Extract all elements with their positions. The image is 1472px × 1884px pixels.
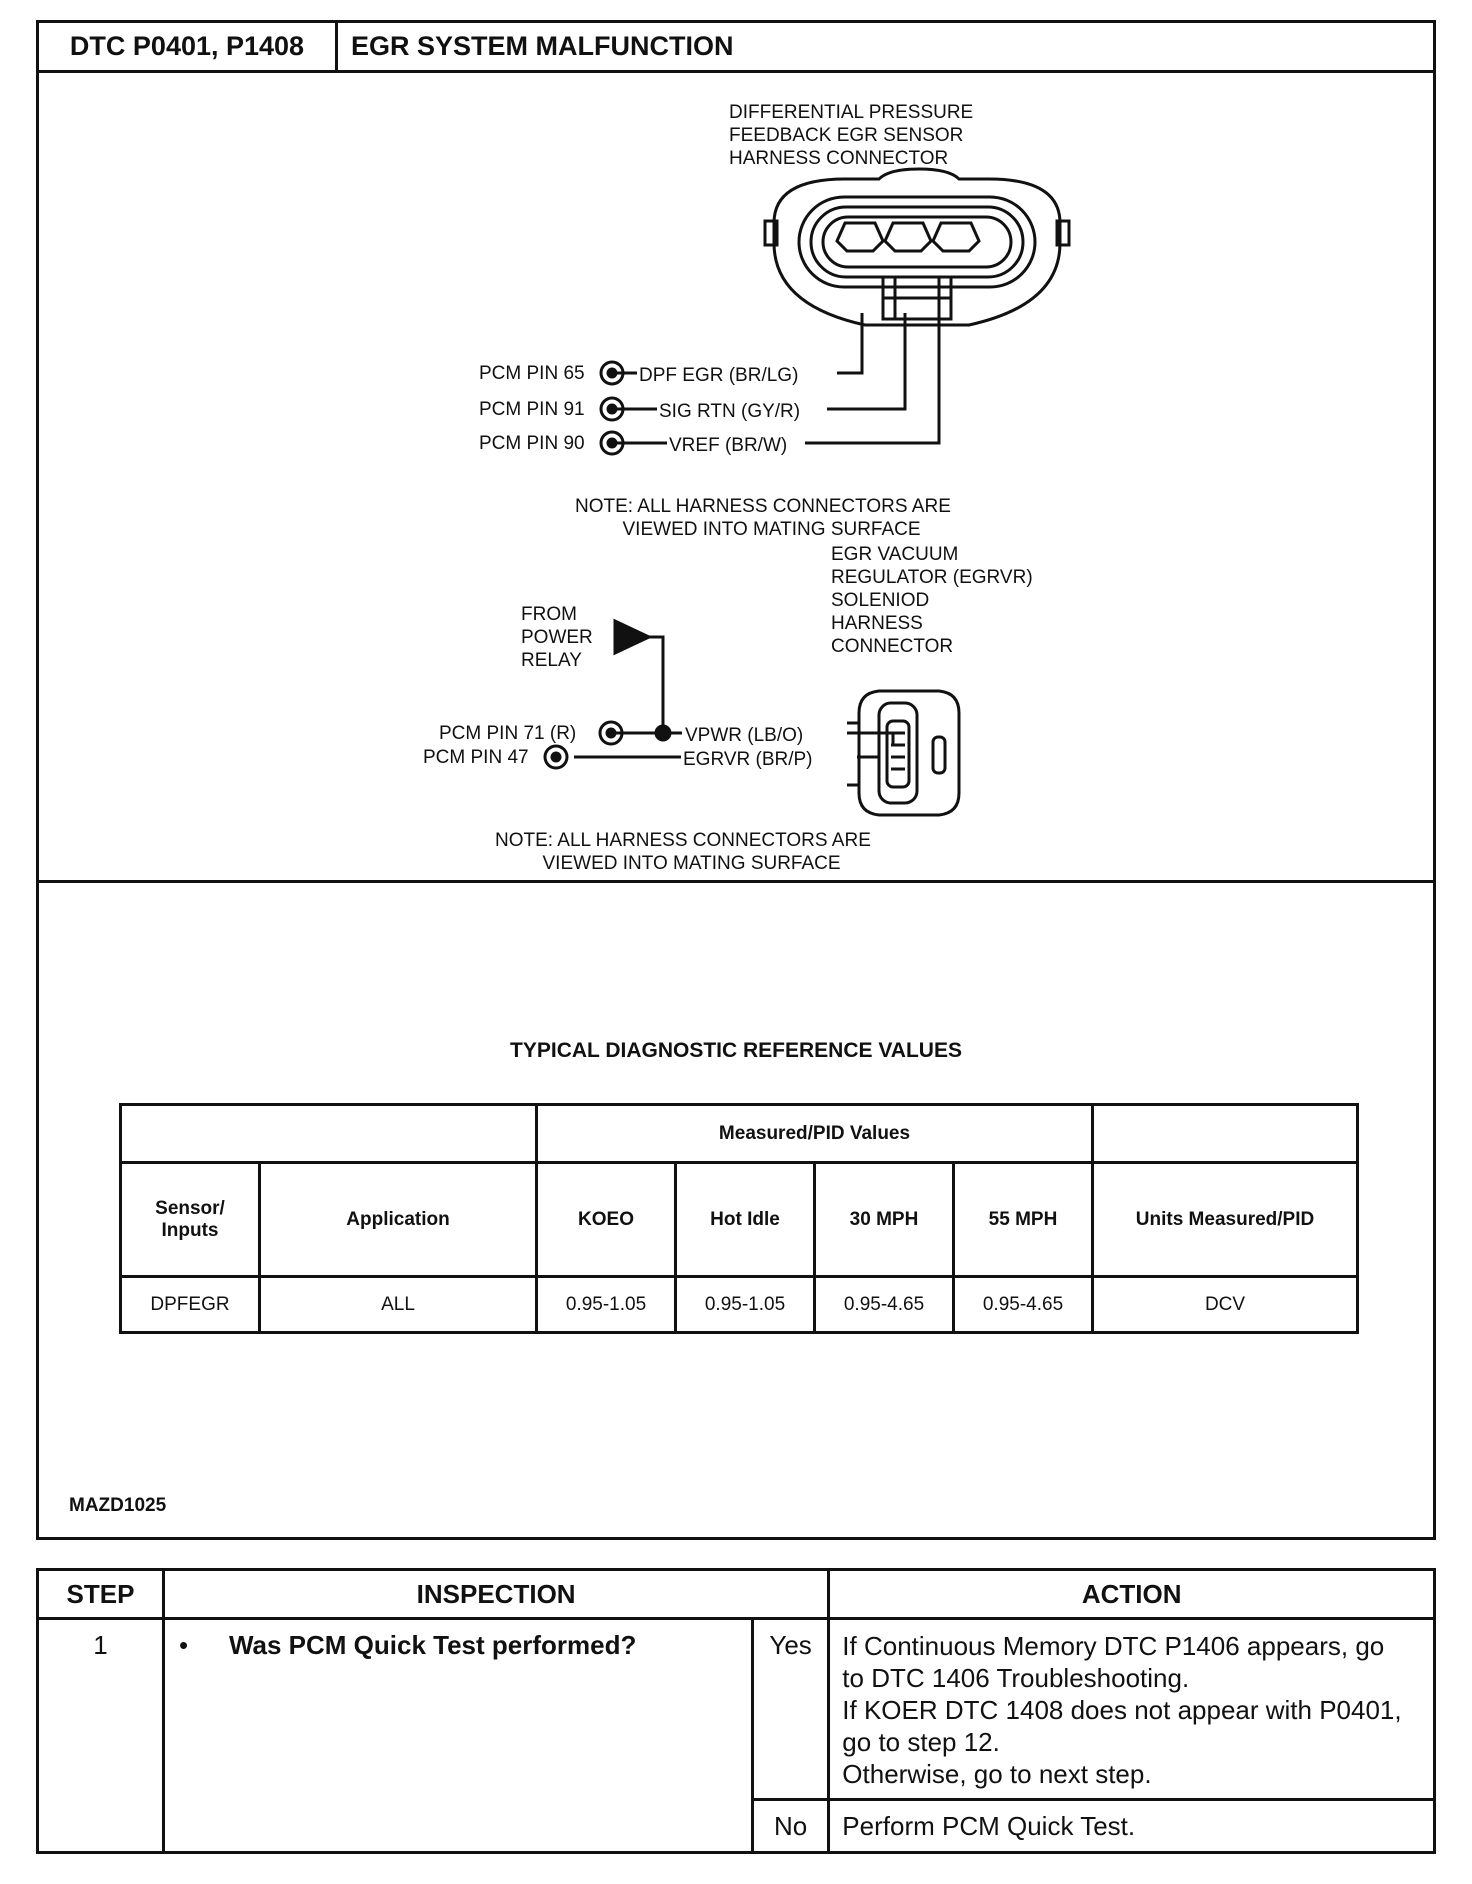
col-30-mph: 30 MPH <box>815 1163 954 1277</box>
from-power-relay-label: FROM POWER RELAY <box>521 604 593 671</box>
wiring-diagram <box>39 73 1433 883</box>
inspection-header: INSPECTION <box>163 1570 828 1619</box>
cell-application: ALL <box>260 1277 537 1333</box>
note-2: NOTE: ALL HARNESS CONNECTORS ARE VIEWED INTO MATING SURFACE <box>495 830 871 874</box>
vpwr-wire-label: VPWR (LB/O) <box>685 725 804 746</box>
no-label: No <box>752 1800 828 1853</box>
dtc-code: DTC P0401, P1408 <box>39 23 338 70</box>
measured-pid-header: Measured/PID Values <box>537 1105 1093 1163</box>
col-hot-idle: Hot Idle <box>676 1163 815 1277</box>
inspection-cell <box>163 1619 752 1853</box>
col-units: Units Measured/PID <box>1093 1163 1358 1277</box>
header-bar <box>39 23 1433 73</box>
egrvr-connector-drawing <box>847 691 959 815</box>
note-1: NOTE: ALL HARNESS CONNECTORS ARE VIEWED INTO MATING SURFACE <box>575 496 951 540</box>
pin-91-label: PCM PIN 91 <box>479 399 585 420</box>
dpf-egr-wire-label: DPF EGR (BR/LG) <box>639 365 799 386</box>
bullet: • <box>178 1630 189 1660</box>
reference-values-table <box>119 1103 1359 1334</box>
cell-units: DCV <box>1093 1277 1358 1333</box>
cell-koeo: 0.95-1.05 <box>537 1277 676 1333</box>
yes-label: Yes <box>752 1619 828 1800</box>
pin-47-label: PCM PIN 47 <box>423 747 529 768</box>
col-application: Application <box>260 1163 537 1277</box>
cell-30-mph: 0.95-4.65 <box>815 1277 954 1333</box>
reference-title: TYPICAL DIAGNOSTIC REFERENCE VALUES <box>510 1039 962 1062</box>
steps-table <box>36 1568 1436 1854</box>
cell-hot-idle: 0.95-1.05 <box>676 1277 815 1333</box>
col-55-mph: 55 MPH <box>954 1163 1093 1277</box>
dtc-title: EGR SYSTEM MALFUNCTION <box>351 31 734 61</box>
step-header: STEP <box>38 1570 164 1619</box>
blank-header-cell <box>121 1105 537 1163</box>
blank-header-cell <box>1093 1105 1358 1163</box>
cell-sensor: DPFEGR <box>121 1277 260 1333</box>
table-row <box>38 1619 1435 1800</box>
table-row <box>121 1277 1358 1333</box>
pin-65-label: PCM PIN 65 <box>479 363 585 384</box>
step-number: 1 <box>38 1619 164 1853</box>
no-action: Perform PCM Quick Test. <box>829 1800 1435 1853</box>
dpfe-connector-drawing <box>765 169 1069 325</box>
pin-90-label: PCM PIN 90 <box>479 433 585 454</box>
pin-71-label: PCM PIN 71 (R) <box>439 723 577 744</box>
sig-rtn-wire-label: SIG RTN (GY/R) <box>659 401 801 422</box>
diagnostic-frame <box>36 20 1436 1540</box>
dpfe-connector-label: DIFFERENTIAL PRESSURE FEEDBACK EGR SENSOR HARNESS CONNECTOR <box>729 102 974 169</box>
yes-action: If Continuous Memory DTC P1406 appears, go to DTC 1406 Troubleshooting. If KOER DTC 1408 does not appear with P0401, go to step 12. Otherwise, go to next step. <box>829 1619 1435 1800</box>
col-koeo: KOEO <box>537 1163 676 1277</box>
egrvr-wire-label: EGRVR (BR/P) <box>683 749 813 770</box>
vref-wire-label: VREF (BR/W) <box>669 435 788 456</box>
inspection-question: Was PCM Quick Test performed? <box>228 1630 637 1660</box>
col-sensor-inputs: Sensor/ Inputs <box>121 1163 260 1277</box>
egrvr-connector-label: EGR VACUUM REGULATOR (EGRVR) SOLENIOD HARNESS CONNECTOR <box>831 544 1033 657</box>
figure-id: MAZD1025 <box>69 1495 167 1516</box>
action-header: ACTION <box>829 1570 1435 1619</box>
cell-55-mph: 0.95-4.65 <box>954 1277 1093 1333</box>
